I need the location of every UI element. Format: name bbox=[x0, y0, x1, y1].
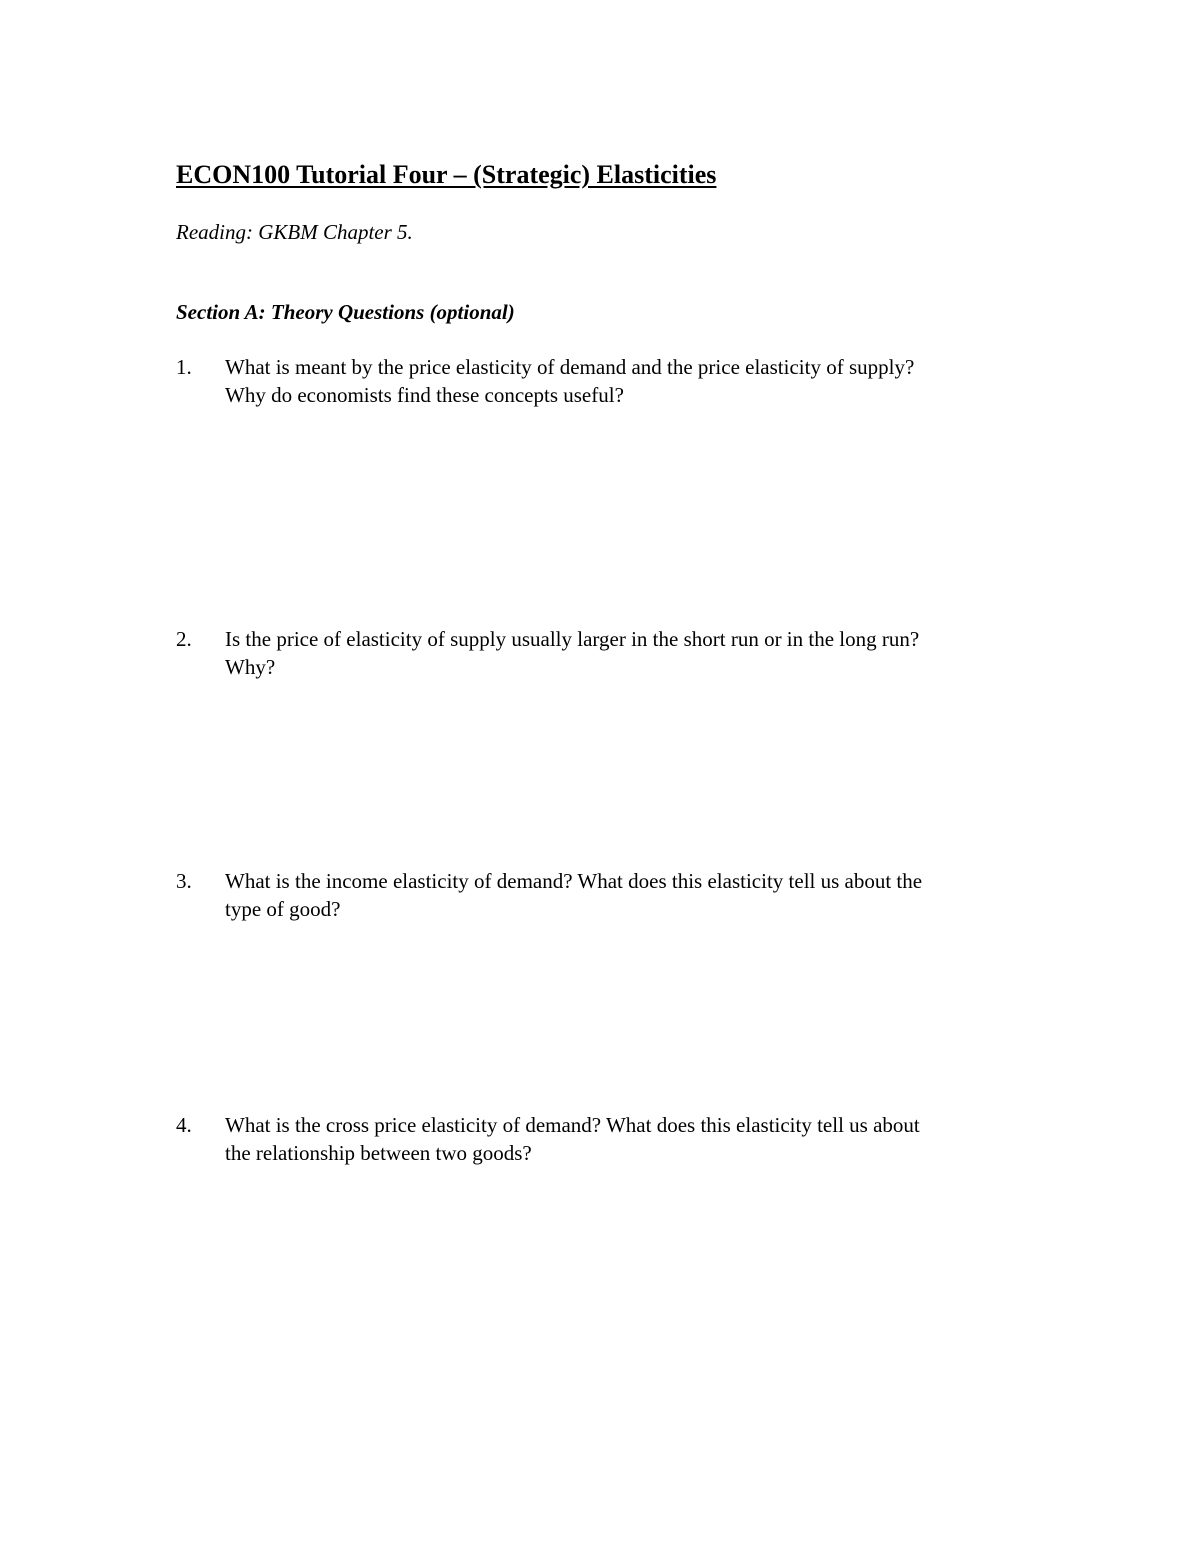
question-line: Is the price of elasticity of supply usually larger in the short run or in the long run? bbox=[225, 627, 920, 651]
question-text bbox=[225, 867, 1025, 923]
question-line: Why do economists find these concepts useful? bbox=[225, 383, 624, 407]
question-text bbox=[225, 353, 1025, 409]
question-1 bbox=[176, 353, 1026, 409]
question-text bbox=[225, 625, 1025, 681]
question-number: 1. bbox=[176, 355, 192, 379]
question-line: What is meant by the price elasticity of demand and the price elasticity of supply? bbox=[225, 355, 915, 379]
question-line: What is the cross price elasticity of demand? What does this elasticity tell us about bbox=[225, 1113, 920, 1137]
question-line: the relationship between two goods? bbox=[225, 1141, 532, 1165]
document-title: ECON100 Tutorial Four – (Strategic) Elasticities bbox=[176, 160, 717, 189]
question-number: 2. bbox=[176, 627, 192, 651]
question-line: What is the income elasticity of demand? What does this elasticity tell us about the bbox=[225, 869, 923, 893]
question-2 bbox=[176, 625, 1026, 681]
question-3 bbox=[176, 867, 1026, 923]
section-a-heading: Section A: Theory Questions (optional) bbox=[176, 300, 515, 324]
question-number: 3. bbox=[176, 869, 192, 893]
reading-reference: Reading: GKBM Chapter 5. bbox=[176, 220, 413, 244]
question-text bbox=[225, 1111, 1025, 1167]
question-4 bbox=[176, 1111, 1026, 1167]
question-number: 4. bbox=[176, 1113, 192, 1137]
question-line: Why? bbox=[225, 655, 276, 679]
question-line: type of good? bbox=[225, 897, 341, 921]
